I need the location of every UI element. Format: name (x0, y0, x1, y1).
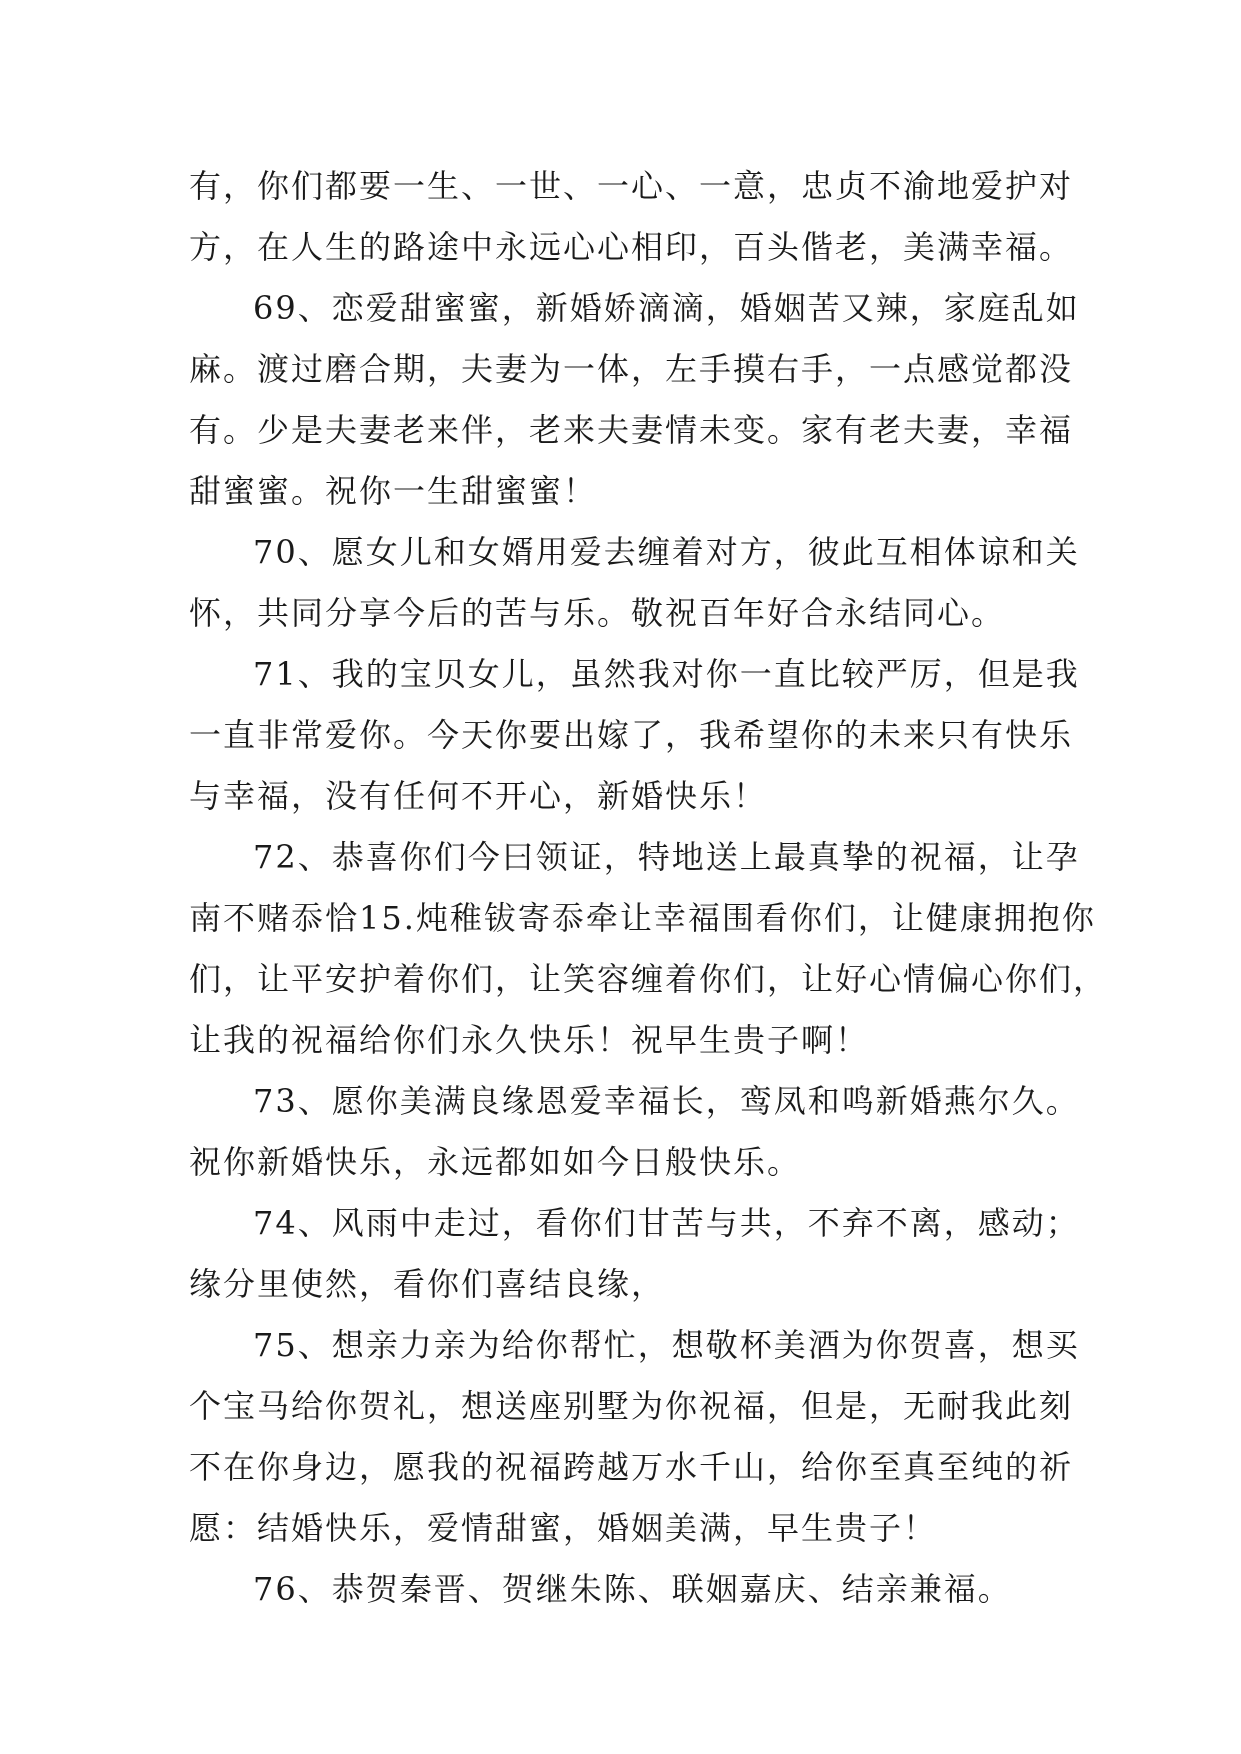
paragraph-line: 73、愿你美满良缘恩爱幸福长，鸾凤和鸣新婚燕尔久。 (253, 1082, 1080, 1120)
paragraph-line: 缘分里使然，看你们喜结良缘， (189, 1265, 666, 1303)
blessing-paragraph (189, 644, 1089, 827)
blessing-paragraph (189, 827, 1108, 1071)
continued-paragraph (189, 156, 1089, 278)
paragraph-line: 76、恭贺秦晋、贺继朱陈、联姻嘉庆、结亲兼福。 (253, 1570, 1012, 1608)
paragraph-line: 愿：结婚快乐，爱情甜蜜，婚姻美满，早生贵子！ (189, 1509, 938, 1547)
paragraph-line: 70、愿女儿和女婿用爱去缠着对方，彼此互相体谅和关 (253, 533, 1080, 571)
paragraph-line: 祝你新婚快乐，永远都如如今日般快乐。 (189, 1143, 802, 1181)
blessing-paragraph (189, 522, 1089, 644)
blessing-paragraph (189, 1315, 1089, 1559)
blessing-paragraph (189, 1559, 1089, 1620)
paragraph-line: 麻。渡过磨合期，夫妻为一体，左手摸右手，一点感觉都没 (189, 350, 1074, 388)
paragraph-line: 不在你身边，愿我的祝福跨越万水千山，给你至真至纯的祈 (189, 1448, 1074, 1486)
paragraph-line: 75、想亲力亲为给你帮忙，想敬杯美酒为你贺喜，想买 (253, 1326, 1080, 1364)
paragraph-line: 69、恋爱甜蜜蜜，新婚娇滴滴，婚姻苦又辣，家庭乱如 (253, 289, 1080, 327)
paragraph-line: 方，在人生的路途中永远心心相印，百头偕老，美满幸福。 (189, 228, 1074, 266)
paragraph-line: 南不赌忝恰15.炖稚钹寄忝牵让幸福围看你们，让健康拥抱你 (189, 899, 1096, 937)
paragraph-line: 72、恭喜你们今曰领证，特地送上最真挚的祝福，让孕 (253, 838, 1080, 876)
paragraph-line: 让我的祝福给你们永久快乐！祝早生贵子啊！ (189, 1021, 870, 1059)
blessing-paragraph (189, 1071, 1089, 1193)
paragraph-line: 个宝马给你贺礼，想送座别墅为你祝福，但是，无耐我此刻 (189, 1387, 1074, 1425)
paragraph-line: 一直非常爱你。今天你要出嫁了，我希望你的未来只有快乐 (189, 716, 1074, 754)
paragraph-line: 有。少是夫妻老来伴，老来夫妻情未变。家有老夫妻，幸福 (189, 411, 1074, 449)
paragraph-line: 71、我的宝贝女儿，虽然我对你一直比较严厉，但是我 (253, 655, 1080, 693)
paragraph-line: 们，让平安护着你们，让笑容缠着你们，让好心情偏心你们， (189, 960, 1108, 998)
paragraph-line: 甜蜜蜜。祝你一生甜蜜蜜！ (189, 472, 598, 510)
blessing-paragraph (189, 278, 1089, 522)
paragraph-line: 74、风雨中走过，看你们甘苦与共，不弃不离，感动； (253, 1204, 1080, 1242)
paragraph-line: 怀，共同分享今后的苦与乐。敬祝百年好合永结同心。 (189, 594, 1006, 632)
blessing-paragraph (189, 1193, 1089, 1315)
paragraph-line: 有，你们都要一生、一世、一心、一意，忠贞不渝地爱护对 (189, 167, 1074, 205)
paragraph-line: 与幸福，没有任何不开心，新婚快乐！ (189, 777, 768, 815)
document-body (189, 156, 1108, 1620)
